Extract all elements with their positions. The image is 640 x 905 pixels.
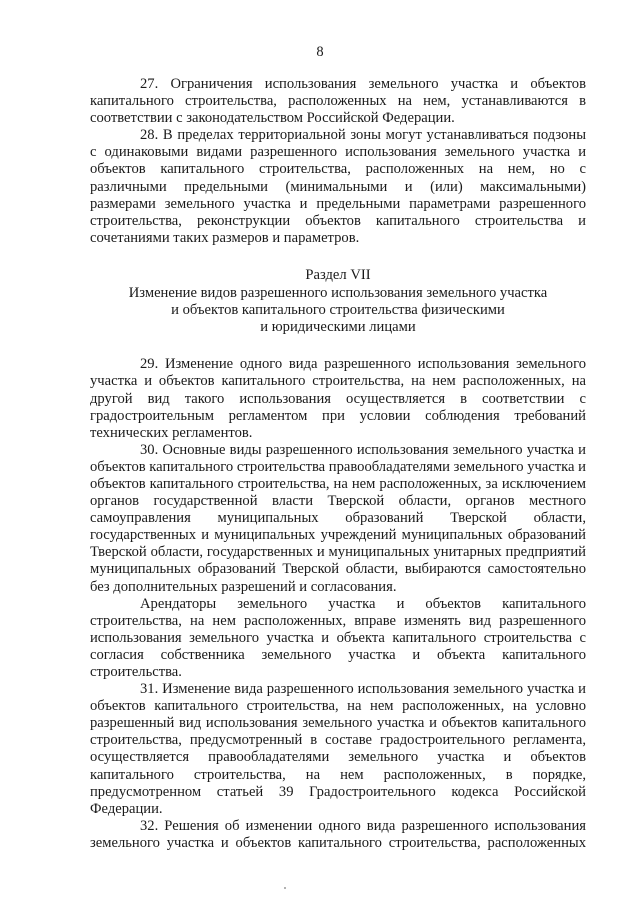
scan-dot bbox=[284, 887, 286, 889]
paragraph-30: 30. Основные виды разрешенного использования земельного участка и объектов капитального строительства правообладателями земельного участка и объектов капитального строительства, на нем расположенных, за исключением органов государственной власти Тверской области, органов местного самоуправления муниципальных образований Тверской области, государственных и муниципальных учреждений муниципальных образований Тверской области, государственных и муниципальных унитарных предприятий муниципальных образований Тверской области, выбираются самостоятельно без дополнительных разрешений и согласования. bbox=[90, 441, 586, 595]
section-title-line-3: и юридическими лицами bbox=[260, 319, 416, 336]
paragraph-31: 31. Изменение вида разрешенного использования земельного участка и объектов капитального строительства, на нем расположенных, на условно разрешенный вид использования земельного участка и объектов капитального строительства, предусмотренный в составе градостроительного регламента, осуществляется правообладателями земельного участка и объектов капитального строительства, на нем расположенных, в порядке, предусмотренном статьей 39 Градостроительного кодекса Российской Федерации. bbox=[90, 681, 586, 817]
section-heading bbox=[90, 267, 586, 336]
section-title-line-1: Изменение видов разрешенного использования земельного участка bbox=[128, 285, 548, 302]
page-number: 8 bbox=[316, 44, 324, 60]
paragraph-tenants: Арендаторы земельного участка и объектов капитального строительства, на нем расположенных, вправе изменять вид разрешенного использования земельного участка и объекта капитального строительства с согласия собственника земельного участка и объекта капитального строительства. bbox=[90, 595, 586, 680]
paragraph-28: 28. В пределах территориальной зоны могут устанавливаться подзоны с одинаковыми видами разрешенного использования земельного участка и объектов капитального строительства, расположенных на нем, но с различными предельными (минимальными и (или) максимальными) размерами земельного участка и предельными параметрами разрешенного строительства, реконструкции объектов капитального строительства и сочетаниями таких размеров и параметров. bbox=[90, 127, 586, 246]
document-body bbox=[90, 76, 586, 852]
paragraph-27: 27. Ограничения использования земельного участка и объектов капитального строительства, расположенных на нем, устанавливаются в соответствии с законодательством Российской Федерации. bbox=[90, 76, 586, 127]
paragraph-29: 29. Изменение одного вида разрешенного использования земельного участка и объектов капитального строительства, на нем расположенных, на другой вид такого использования осуществляется в соответствии с градостроительным регламентом при условии соблюдения требований технических регламентов. bbox=[90, 356, 586, 441]
section-title-line-2: и объектов капитального строительства физическими bbox=[171, 302, 505, 319]
paragraph-32: 32. Решения об изменении одного вида разрешенного использования земельного участка и объектов капитального строительства, расположенных bbox=[90, 817, 586, 851]
section-label: Раздел VII bbox=[305, 266, 371, 283]
